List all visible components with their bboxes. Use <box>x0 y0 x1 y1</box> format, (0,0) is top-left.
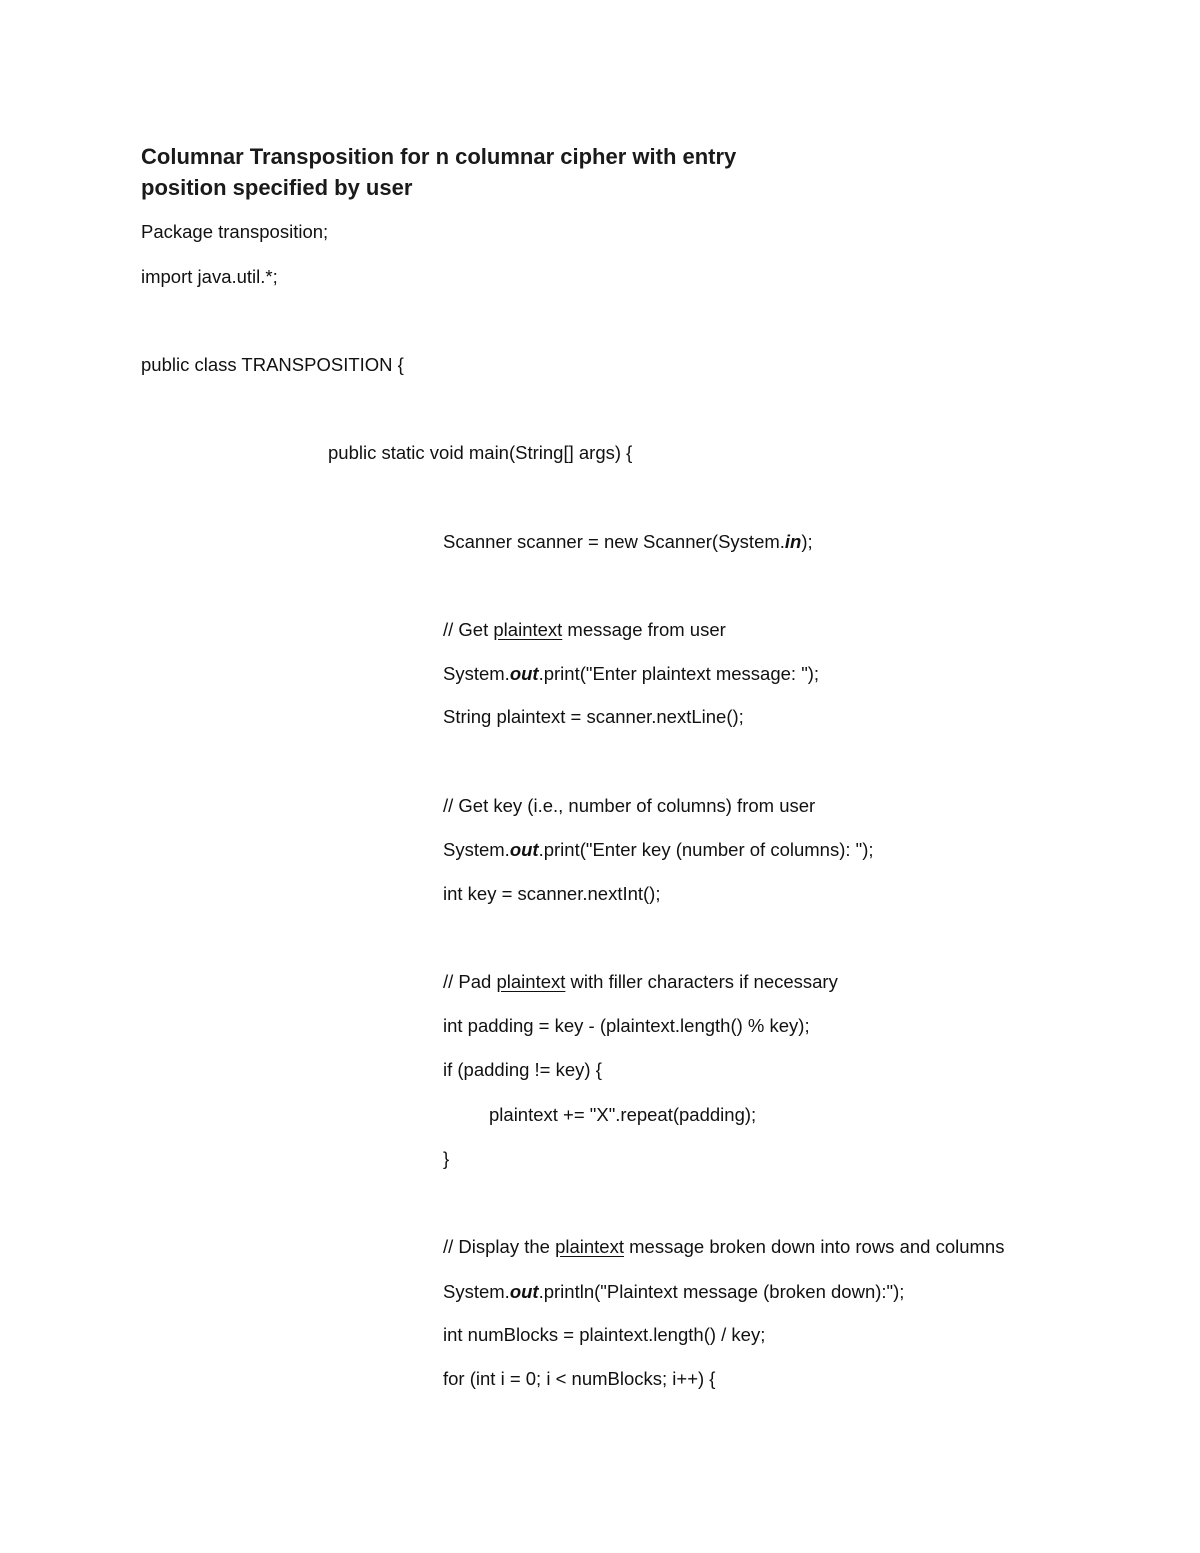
repeat-line: plaintext += "X".repeat(padding); <box>489 1104 757 1125</box>
for-loop-line: for (int i = 0; i < numBlocks; i++) { <box>443 1368 716 1389</box>
scanner-line <box>443 530 813 554</box>
class-declaration: public class TRANSPOSITION { <box>141 354 404 375</box>
comment-pad-plaintext <box>443 970 838 994</box>
comment-text: message broken down into rows and columns <box>623 1236 1005 1257</box>
comment-text: message from user <box>562 619 726 640</box>
if-line: if (padding != key) { <box>443 1059 602 1080</box>
numblocks-line: int numBlocks = plaintext.length() / key; <box>443 1324 766 1345</box>
scanner-pre: Scanner scanner = new Scanner(System. <box>443 531 785 552</box>
package-line: Package transposition; <box>141 221 329 242</box>
padding-line: int padding = key - (plaintext.length() % key); <box>443 1015 810 1036</box>
code-text: .print("Enter plaintext message: "); <box>538 663 820 684</box>
code-text: .println("Plaintext message (broken down):"); <box>538 1281 905 1302</box>
print-key-prompt <box>443 838 874 862</box>
scanner-in: in <box>784 531 802 552</box>
comment-get-plaintext <box>443 618 726 642</box>
comment-underlined-word: plaintext <box>496 971 566 992</box>
code-out: out <box>509 1281 539 1302</box>
code-text: System. <box>443 663 510 684</box>
print-plaintext-prompt <box>443 662 819 686</box>
code-text: .print("Enter key (number of columns): "); <box>538 839 874 860</box>
code-text: System. <box>443 839 510 860</box>
comment-text: // Get <box>443 619 494 640</box>
code-out: out <box>509 839 539 860</box>
import-line: import java.util.*; <box>141 266 278 287</box>
comment-get-key: // Get key (i.e., number of columns) from user <box>443 795 816 816</box>
code-out: out <box>509 663 539 684</box>
main-method-declaration: public static void main(String[] args) { <box>328 442 633 463</box>
title-line-1: Columnar Transposition for n columnar cipher with entry <box>141 144 737 169</box>
read-plaintext-line: String plaintext = scanner.nextLine(); <box>443 706 744 727</box>
read-key-line: int key = scanner.nextInt(); <box>443 883 661 904</box>
print-broken-down-line <box>443 1280 904 1304</box>
comment-text: // Pad <box>443 971 497 992</box>
title-line-2: position specified by user <box>141 175 413 200</box>
comment-underlined-word: plaintext <box>555 1236 624 1257</box>
comment-text: with filler characters if necessary <box>565 971 838 992</box>
comment-underlined-word: plaintext <box>493 619 563 640</box>
comment-text: // Display the <box>443 1236 556 1257</box>
code-text: System. <box>443 1281 510 1302</box>
comment-display-plaintext <box>443 1235 1004 1259</box>
scanner-post: ); <box>801 531 813 552</box>
closing-brace: } <box>443 1148 450 1169</box>
document-title <box>141 141 841 203</box>
